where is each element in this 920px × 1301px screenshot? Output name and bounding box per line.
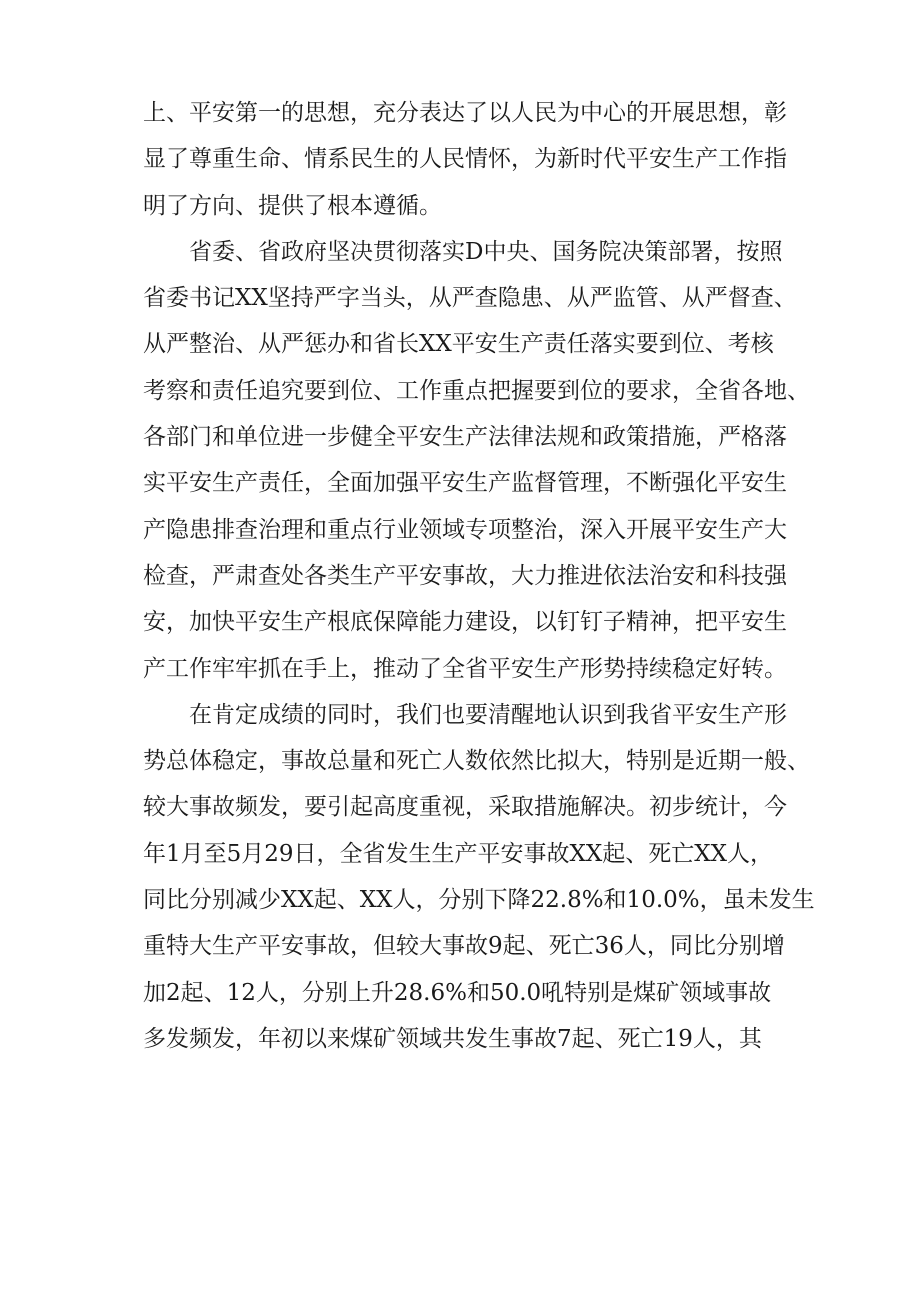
text-line: 加2起、12人，分别上升28.6%和50.0吼特别是煤矿领域事故 <box>143 979 772 1006</box>
text-line: 较大事故频发，要引起高度重视，采取措施解决。初步统计，今 <box>143 794 787 821</box>
text-line: 重特大生产平安事故，但较大事故9起、死亡36人，同比分别增 <box>143 933 785 960</box>
text-line: 检查，严肃查处各类生产平安事故，大力推进依法治安和科技强 <box>143 562 787 589</box>
paragraph-2 <box>143 229 810 692</box>
paragraph-1 <box>143 90 800 229</box>
text-line: 各部门和单位进一步健全平安生产法律法规和政策措施，严格落 <box>143 424 787 451</box>
text-line: 实平安生产责任，全面加强平安生产监督管理，不断强化平安生 <box>143 470 787 497</box>
text-line: 势总体稳定，事故总量和死亡人数依然比拟大，特别是近期一般、 <box>143 748 810 775</box>
text-line: 明了方向、提供了根本遵循。 <box>143 192 442 219</box>
text-line: 产工作牢牢抓在手上，推动了全省平安生产形势持续稳定好转。 <box>143 655 787 682</box>
document-body <box>143 90 815 1062</box>
text-line: 在肯定成绩的同时，我们也要清醒地认识到我省平安生产形 <box>189 701 787 728</box>
text-line: 从严整治、从严惩办和省长XX平安生产责任落实要到位、考核 <box>143 331 774 358</box>
text-line: 省委书记XX坚持严字当头，从严查隐患、从严监管、从严督查、 <box>143 285 797 312</box>
text-line: 省委、省政府坚决贯彻落实D中央、国务院决策部署，按照 <box>189 238 783 265</box>
text-line: 安，加快平安生产根底保障能力建设，以钉钉子精神，把平安生 <box>143 609 787 636</box>
text-line: 考察和责任追究要到位、工作重点把握要到位的要求，全省各地、 <box>143 377 810 404</box>
text-line: 同比分别减少XX起、XX人，分别下降22.8%和10.0%，虽未发生 <box>143 887 815 914</box>
text-line: 多发频发，年初以来煤矿领域共发生事故7起、死亡19人，其 <box>143 1025 762 1052</box>
text-line: 上、平安第一的思想，充分表达了以人民为中心的开展思想，彰 <box>143 100 787 126</box>
text-line: 年1月至5月29日，全省发生生产平安事故XX起、死亡XX人， <box>143 840 774 867</box>
text-line: 显了尊重生命、情系民生的人民情怀，为新时代平安生产工作指 <box>143 146 787 173</box>
text-line: 产隐患排查治理和重点行业领域专项整治，深入开展平安生产大 <box>143 516 787 543</box>
paragraph-3 <box>143 692 815 1062</box>
